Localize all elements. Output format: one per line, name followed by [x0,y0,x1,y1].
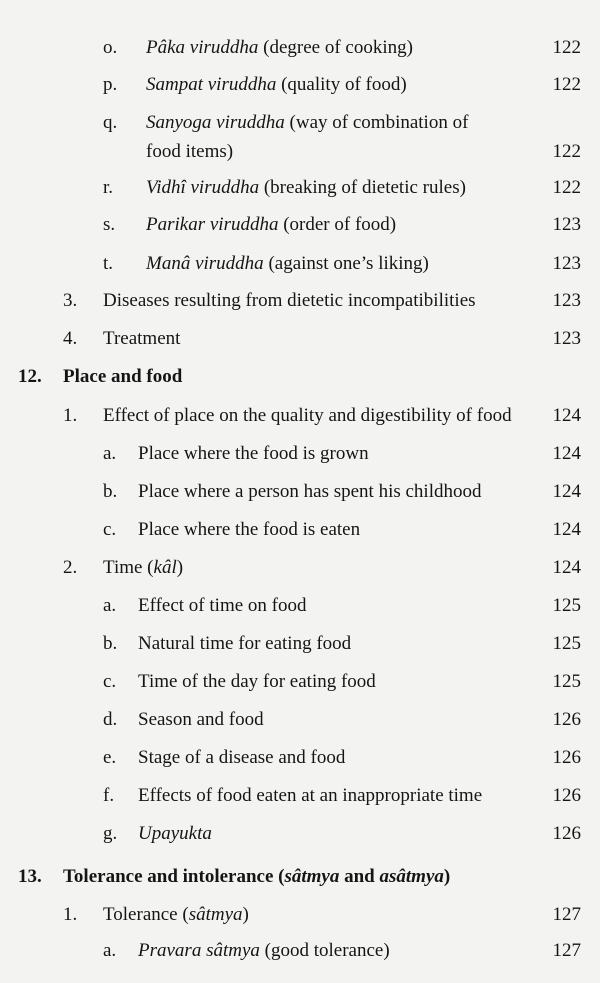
entry-label: 4. [63,328,78,349]
entry-title: Time of the day for eating food [138,671,376,692]
page-number: 122 [552,141,581,162]
entry-label: t. [103,253,114,274]
entry-title: Natural time for eating food [138,633,352,654]
entry-title-continuation: food items) [146,141,234,162]
page-number: 123 [552,290,581,311]
entry-title: Pravara sâtmya (good tolerance) [138,940,390,961]
entry-title: Diseases resulting from dietetic incompatibilities [103,290,476,311]
entry-label: 3. [63,290,78,311]
toc-entry [0,110,600,166]
entry-title: Place where the food is grown [138,443,369,464]
entry-label: r. [103,177,114,198]
entry-label: p. [103,74,118,95]
entry-title: Vidhî viruddha (breaking of dietetic rules) [146,177,466,198]
entry-label: o. [103,37,118,58]
chapter-number: 13. [18,866,42,887]
entry-label: f. [103,785,115,806]
page-number: 125 [552,595,581,616]
page-number: 123 [552,214,581,235]
page-number: 127 [552,904,581,925]
page-number: 126 [552,785,581,806]
entry-label: s. [103,214,116,235]
entry-title: Effects of food eaten at an inappropriate time [138,785,483,806]
entry-title: Effect of time on food [138,595,307,616]
entry-title: Treatment [103,328,181,349]
chapter-number: 12. [18,366,42,387]
page-number: 124 [552,405,581,426]
entry-label: 1. [63,405,78,426]
entry-title: Tolerance (sâtmya) [103,904,249,925]
entry-title: Manâ viruddha (against one’s liking) [146,253,429,274]
entry-title: Place where a person has spent his childhood [138,481,482,502]
entry-label: b. [103,481,118,502]
entry-title: Sampat viruddha (quality of food) [146,74,407,95]
entry-title: Stage of a disease and food [138,747,346,768]
entry-title: Sanyoga viruddha (way of combination of [146,112,469,133]
chapter-title: Place and food [63,366,183,387]
page-number: 124 [552,557,581,578]
entry-label: a. [103,443,117,464]
entry-label: c. [103,519,117,540]
page-number: 123 [552,253,581,274]
entry-title: Time (kâl) [103,557,184,578]
entry-title: Season and food [138,709,264,730]
entry-label: g. [103,823,118,844]
entry-label: q. [103,112,118,133]
chapter-title: Tolerance and intolerance (sâtmya and asâtmya) [63,866,451,887]
entry-title: Place where the food is eaten [138,519,361,540]
page-number: 126 [552,709,581,730]
entry-title: Upayukta [138,823,212,844]
page-number: 122 [552,74,581,95]
page-number: 127 [552,940,581,961]
entry-label: b. [103,633,118,654]
entry-label: c. [103,671,117,692]
entry-title: Effect of place on the quality and digestibility of food [103,405,512,426]
entry-label: 1. [63,904,78,925]
entry-label: a. [103,595,117,616]
entry-title: Pâka viruddha (degree of cooking) [146,37,413,58]
page-number: 126 [552,823,581,844]
page-number: 124 [552,481,581,502]
page-number: 122 [552,177,581,198]
entry-label: e. [103,747,117,768]
page-number: 124 [552,443,581,464]
entry-label: 2. [63,557,78,578]
page-number: 126 [552,747,581,768]
entry-title: Parikar viruddha (order of food) [146,214,397,235]
entry-label: a. [103,940,117,961]
page-number: 123 [552,328,581,349]
page-number: 125 [552,633,581,654]
page-number: 124 [552,519,581,540]
page-number: 122 [552,37,581,58]
page-number: 125 [552,671,581,692]
entry-label: d. [103,709,118,730]
